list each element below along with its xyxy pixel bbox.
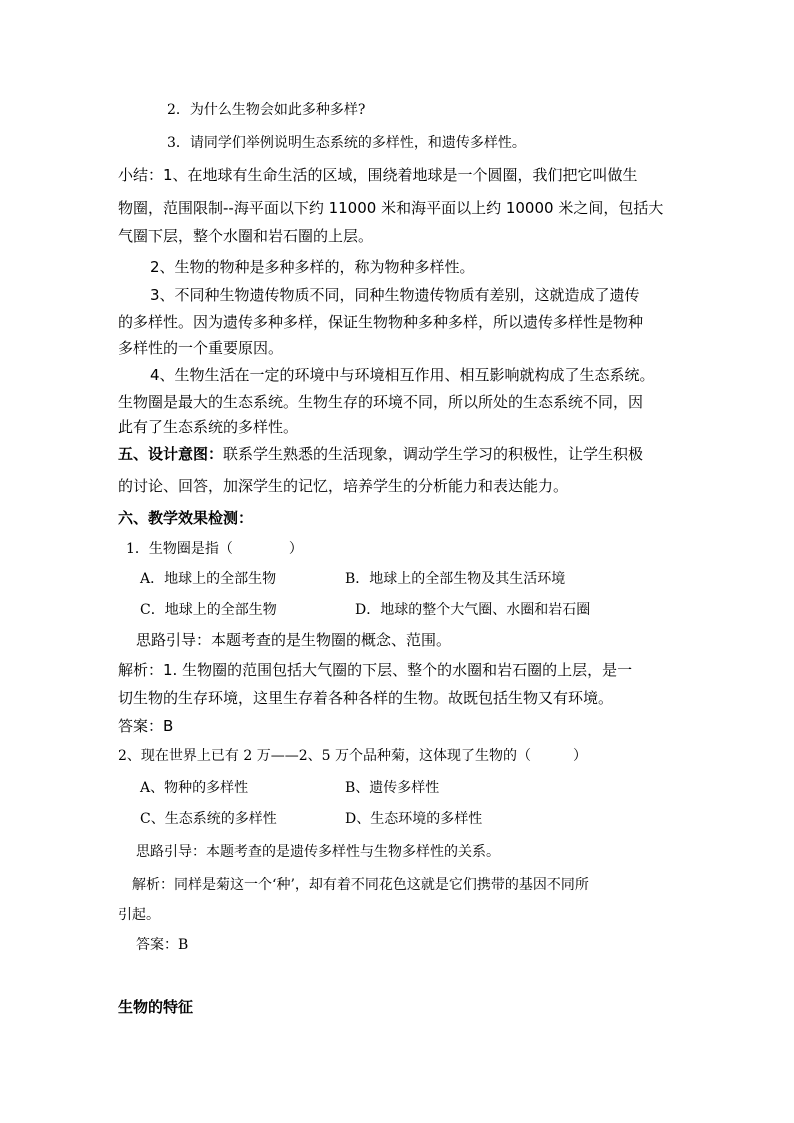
summary-line-8: 4、生物生活在一定的环境中与环境相互作用、相互影响就构成了生态系统。 — [150, 366, 655, 384]
q2-hint: 思路引导：本题考查的是遗传多样性与生物多样性的关系。 — [136, 844, 500, 860]
next-section-title: 生物的特征 — [118, 998, 194, 1016]
q2-analysis-1: 解析：同样是菊这一个‘种’，却有着不同花色这就是它们携带的基因不同所 — [132, 877, 589, 893]
summary-line-10: 此有了生态系统的多样性。 — [118, 418, 299, 436]
summary-line-1: 小结：1、在地球有生命生活的区域，围绕着地球是一个圆圈，我们把它叫做生 — [118, 166, 638, 184]
design-line-2: 的讨论、回答，加深学生的记忆，培养学生的分析能力和表达能力。 — [118, 477, 569, 495]
q1-analysis-1: 解析：1. 生物圈的范围包括大气圈的下层、整个的水圈和岩石圈的上层，是一 — [118, 661, 633, 679]
q1-analysis-2: 切生物的生存环境，这里生存着各种各样的生物。故既包括生物又有环境。 — [118, 689, 614, 707]
design-text-1: 联系学生熟悉的生活现象，调动学生学习的积极性，让学生积极 — [223, 445, 644, 463]
q2-option-d: D、生态环境的多样性 — [345, 811, 483, 827]
q1-option-a: A．地球上的全部生物 — [140, 571, 277, 587]
q2-analysis-2: 引起。 — [118, 907, 160, 923]
summary-line-9: 生物圈是最大的生态系统。生物生存的环境不同，所以所处的生态系统不同，因 — [118, 393, 644, 411]
q1-option-d: D．地球的整个大气圈、水圈和岩石圈 — [355, 602, 591, 618]
summary-line-2: 物圈，范围限制--海平面以下约 11000 米和海平面以上约 10000 米之间，包括大 — [118, 199, 664, 217]
q2-answer: 答案：B — [136, 937, 189, 953]
summary-line-4: 2、生物的物种是多种多样的，称为物种多样性。 — [150, 258, 475, 276]
question-3: 3．请同学们举例说明生态系统的多样性，和遗传多样性。 — [167, 135, 526, 151]
test-heading: 六、教学效果检测： — [118, 509, 254, 527]
q1-option-b: B．地球上的全部生物及其生活环境 — [345, 571, 566, 587]
question-2: 2．为什么生物会如此多种多样? — [167, 102, 366, 118]
q1-answer: 答案：B — [118, 717, 174, 735]
q2-option-c: C、生态系统的多样性 — [140, 811, 277, 827]
q2-option-b: B、遗传多样性 — [345, 780, 440, 796]
design-line-1 — [118, 447, 643, 462]
summary-line-7: 多样性的一个重要原因。 — [118, 339, 284, 357]
summary-line-3: 气圈下层，整个水圈和岩石圈的上层。 — [118, 227, 374, 245]
design-heading: 五、设计意图： — [118, 445, 224, 463]
summary-line-6: 的多样性。因为遗传多种多样，保证生物物种多种多样，所以遗传多样性是物种 — [118, 313, 644, 331]
q2-stem: 2、现在世界上已有 2 万——2、5 万个品种菊，这体现了生物的（ ） — [118, 748, 587, 764]
q1-option-c: C．地球上的全部生物 — [140, 602, 277, 618]
q1-hint: 思路引导：本题考查的是生物圈的概念、范围。 — [136, 631, 452, 649]
summary-line-5: 3、不同种生物遗传物质不同，同种生物遗传物质有差别，这就造成了遗传 — [150, 286, 640, 304]
q2-option-a: A、物种的多样性 — [140, 780, 249, 796]
q1-stem: 1．生物圈是指（ ） — [126, 541, 303, 557]
